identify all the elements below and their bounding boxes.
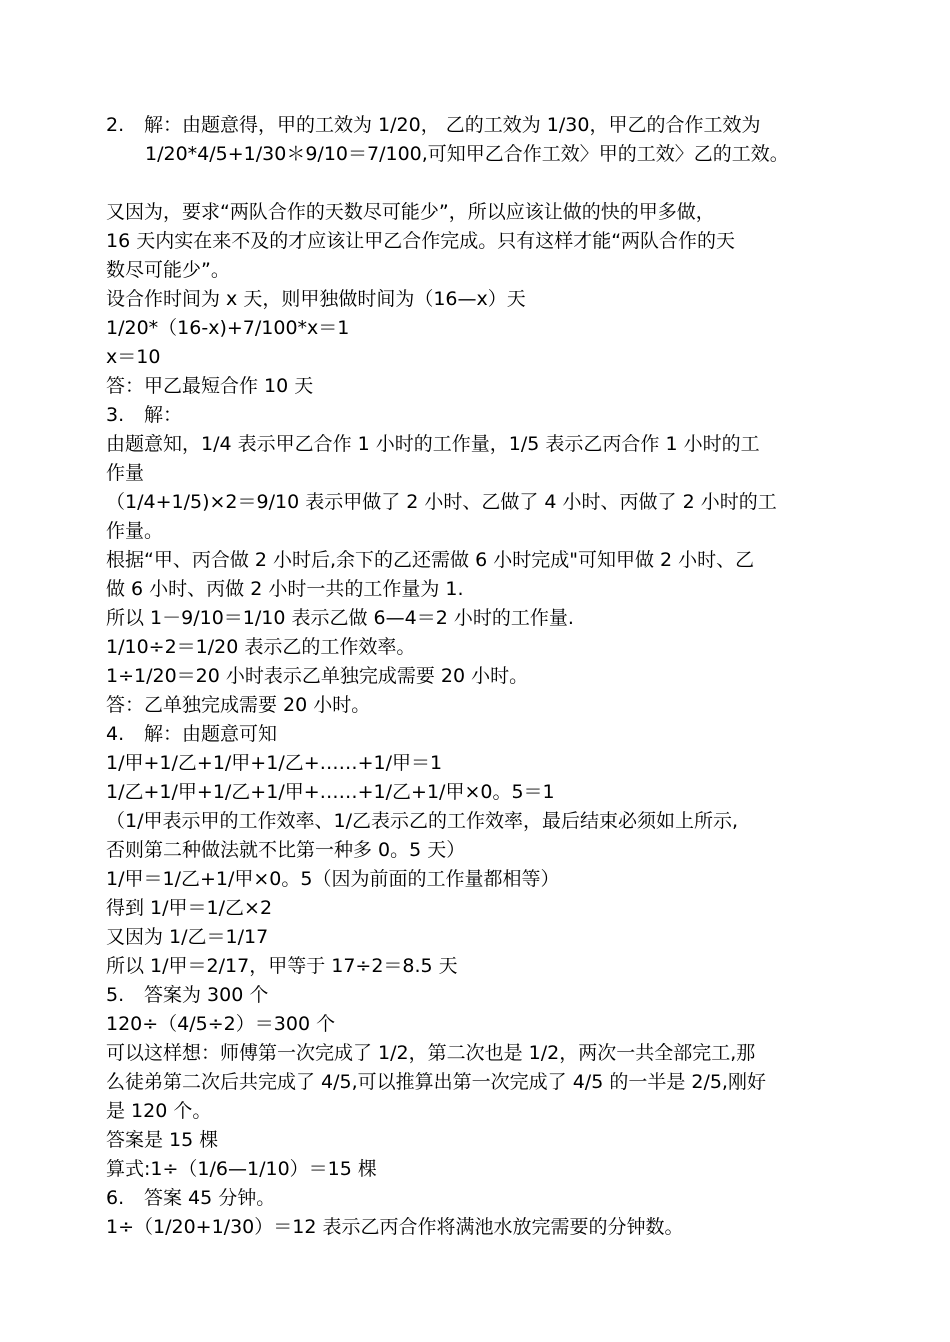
solution-3-line-1: 由题意知，1/4 表示甲乙合作 1 小时的工作量，1/5 表示乙丙合作 1 小时的工 <box>106 433 760 455</box>
solution-3-heading <box>106 401 182 430</box>
line-text: 答案 45 分钟。 <box>144 1187 276 1209</box>
solution-2-equation: 1/20*（16-x)+7/100*x＝1 <box>106 317 350 339</box>
solution-2-line-6: 设合作时间为 x 天，则甲独做时间为（16—x）天 <box>106 288 526 310</box>
solution-2-line-5: 数尽可能少”。 <box>106 259 230 281</box>
solution-3-line-6: 做 6 小时、丙做 2 小时一共的工作量为 1. <box>106 578 464 600</box>
item-number: 4. <box>106 723 125 745</box>
line-text: 解：由题意可知 <box>144 723 278 745</box>
solution-4-heading <box>106 720 277 749</box>
solution-2-line-3: 又因为，要求“两队合作的天数尽可能少”，所以应该让做的快的甲多做， <box>106 201 715 223</box>
solution-2-answer: 答：甲乙最短合作 10 天 <box>106 375 314 397</box>
solution-5-line-5: 答案是 15 棵 <box>106 1129 219 1151</box>
solution-4-line-2: 1/乙+1/甲+1/乙+1/甲+……+1/乙+1/甲×0。5＝1 <box>106 781 555 803</box>
solution-2-line-2: 1/20*4/5+1/30＊9/10＝7/100,可知甲乙合作工效〉甲的工效〉乙的工效。 <box>145 143 789 165</box>
solution-3-line-4: 作量。 <box>106 520 164 542</box>
solution-5-heading <box>106 981 268 1010</box>
item-number: 5. <box>106 984 125 1006</box>
solution-3-line-3: （1/4+1/5)×2＝9/10 表示甲做了 2 小时、乙做了 4 小时、丙做了 2 小时的工 <box>106 491 777 513</box>
solution-3-line-7: 所以 1－9/10＝1/10 表示乙做 6—4＝2 小时的工作量. <box>106 607 574 629</box>
solution-6-line-1: 1÷（1/20+1/30）＝12 表示乙丙合作将满池水放完需要的分钟数。 <box>106 1216 684 1238</box>
solution-6-heading <box>106 1184 275 1213</box>
solution-5-line-6: 算式:1÷（1/6—1/10）＝15 棵 <box>106 1158 377 1180</box>
solution-3-line-9: 1÷1/20＝20 小时表示乙单独完成需要 20 小时。 <box>106 665 529 687</box>
solution-5-line-4: 是 120 个。 <box>106 1100 212 1122</box>
item-number: 2. <box>106 114 125 136</box>
solution-3-line-2: 作量 <box>106 462 145 484</box>
line-text: 解： <box>144 404 183 426</box>
item-number: 3. <box>106 404 125 426</box>
line-text: 答案为 300 个 <box>144 984 269 1006</box>
solution-2-result: x＝10 <box>106 346 161 368</box>
solution-4-line-8: 所以 1/甲＝2/17，甲等于 17÷2＝8.5 天 <box>106 955 458 977</box>
solution-3-line-8: 1/10÷2＝1/20 表示乙的工作效率。 <box>106 636 416 658</box>
solution-3-answer: 答：乙单独完成需要 20 小时。 <box>106 694 371 716</box>
line-text: 解：由题意得，甲的工效为 1/20， 乙的工效为 1/30，甲乙的合作工效为 <box>144 114 761 136</box>
solution-4-line-3: （1/甲表示甲的工作效率、1/乙表示乙的工作效率，最后结束必须如上所示, <box>106 810 739 832</box>
solution-4-line-5: 1/甲＝1/乙+1/甲×0。5（因为前面的工作量都相等） <box>106 868 560 890</box>
solution-4-line-7: 又因为 1/乙＝1/17 <box>106 926 269 948</box>
item-number: 6. <box>106 1187 125 1209</box>
solution-5-line-3: 么徒弟第二次后共完成了 4/5,可以推算出第一次完成了 4/5 的一半是 2/5,刚好 <box>106 1071 766 1093</box>
solution-4-line-4: 否则第二种做法就不比第一种多 0。5 天） <box>106 839 466 861</box>
solution-3-line-5: 根据“甲、丙合做 2 小时后,余下的乙还需做 6 小时完成"可知甲做 2 小时、乙 <box>106 549 755 571</box>
solution-2-line-4: 16 天内实在来不及的才应该让甲乙合作完成。只有这样才能“两队合作的天 <box>106 230 736 252</box>
solution-4-line-1: 1/甲+1/乙+1/甲+1/乙+……+1/甲＝1 <box>106 752 443 774</box>
solution-4-line-6: 得到 1/甲＝1/乙×2 <box>106 897 273 919</box>
solution-5-line-1: 120÷（4/5÷2）＝300 个 <box>106 1013 336 1035</box>
solution-2-line-1 <box>106 111 760 140</box>
solution-5-line-2: 可以这样想：师傅第一次完成了 1/2，第二次也是 1/2，两次一共全部完工,那 <box>106 1042 756 1064</box>
